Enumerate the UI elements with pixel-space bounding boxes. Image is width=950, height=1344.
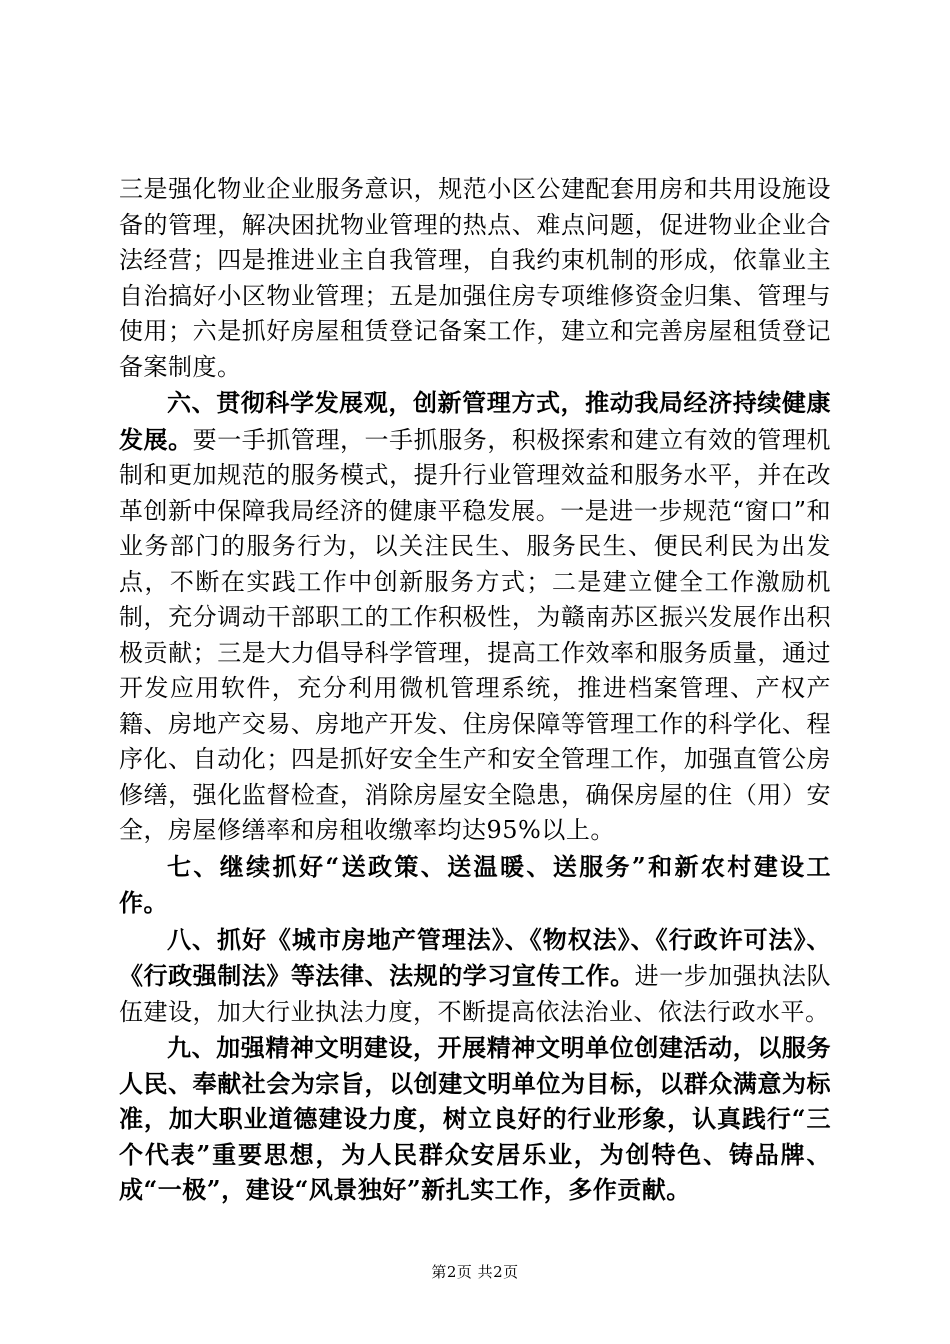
paragraph-body: 进一步加强执法队伍建设，加大行业执法力度，不断提高依法治业、依法行政水平。: [119, 962, 831, 1026]
section-heading-six: 六、贯彻科学发展观，创新管理方式，推动我局经济持续健康发展。: [119, 388, 831, 454]
paragraph-property-management: [119, 172, 831, 385]
paragraph-section-eight: [119, 922, 831, 1031]
paragraph-body: 要一手抓管理，一手抓服务，积极探索和建立有效的管理机制和更加规范的服务模式，提升行业管理效益和服务水平，并在改革创新中保障我局经济的健康平稳发展。一是进一步规范“窗口”和业务部门的服务行为，以关注民生、服务民生、便民利民为出发点，不断在实践工作中创新服务方式；二是建立健全工作激励机制，充分调动干部职工的工作积极性，为赣南苏区振兴发展作出积极贡献；三是大力倡导科学管理，提高工作效率和服务质量，通过开发应用软件，充分利用微机管理系统，推进档案管理、产权产籍、房地产交易、房地产开发、住房保障等管理工作的科学化、程序化、自动化；四是抓好安全生产和安全管理工作，加强直管公房修缮，强化监督检查，消除房屋安全隐患，确保房屋的住（用）安全，房屋修缮率和房租收缴率均达95%以上。: [119, 425, 832, 844]
section-heading-seven: 七、继续抓好“送政策、送温暖、送服务”和新农村建设工作。: [119, 851, 831, 917]
paragraph-section-nine: [119, 1030, 831, 1208]
document-body: [119, 172, 831, 1208]
paragraph-body: 三是强化物业企业服务意识，规范小区公建配套用房和共用设施设备的管理，解决困扰物业管理的热点、难点问题，促进物业企业合法经营；四是推进业主自我管理，自我约束机制的形成，依靠业主自治搞好小区物业管理；五是加强住房专项维修资金归集、管理与使用；六是抓好房屋租赁登记备案工作，建立和完善房屋租赁登记备案制度。: [119, 175, 831, 381]
section-heading-eight: 八、抓好《城市房地产管理法》、《物权法》、《行政许可法》、《行政强制法》等法律、法规的学习宣传工作。: [119, 924, 831, 990]
paragraph-section-seven: [119, 849, 831, 922]
section-heading-nine: 九、加强精神文明建设，开展精神文明单位创建活动，以服务人民、奉献社会为宗旨，以创建文明单位为目标，以群众满意为标准，加大职业道德建设力度，树立良好的行业形象，认真践行“三个代表”重要思想，为人民群众安居乐业，为创特色、铸品牌、成“一极”，建设“风景独好”新扎实工作，多作贡献。: [119, 1033, 831, 1204]
page-number-footer: 第2页 共2页: [431, 1263, 519, 1281]
paragraph-section-six: [119, 385, 831, 849]
